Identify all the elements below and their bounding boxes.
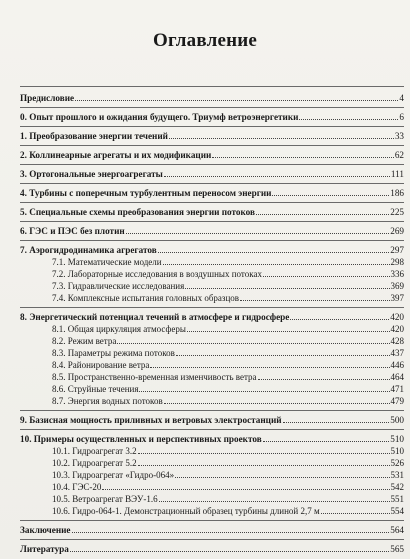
entry-title: Заключение [20, 525, 71, 535]
entry-title: 0. Опыт прошлого и ожидания будущего. Триумф ветроэнергетики [20, 112, 299, 122]
entry-title: 4. Турбины с поперечным турбулентным переносом энергии [20, 188, 272, 198]
dot-leader [163, 257, 390, 265]
toc-section-entry [52, 384, 404, 395]
entry-page-number: 420 [390, 312, 404, 322]
entry-title: 8.5. Пространственно-временная изменчивость ветра [52, 372, 257, 382]
toc-section-entry [52, 494, 404, 505]
entry-page-number: 564 [390, 525, 404, 535]
dot-leader [150, 360, 389, 368]
dot-leader [176, 348, 390, 356]
entry-title: 8.1. Общая циркуляция атмосферы [52, 324, 186, 334]
dot-leader [187, 324, 390, 332]
dot-leader [117, 336, 389, 344]
entry-page-number: 336 [390, 269, 404, 279]
entry-page-number: 33 [394, 131, 404, 141]
entry-title: 7.2. Лабораторные исследования в воздушных потоках [52, 269, 262, 279]
dot-leader [158, 245, 390, 253]
toc-chapter-entry [20, 312, 404, 323]
dot-leader [256, 207, 389, 215]
dot-leader [212, 150, 394, 158]
dot-leader [299, 112, 398, 120]
entry-page-number: 62 [394, 150, 404, 160]
entry-page-number: 397 [390, 293, 404, 303]
entry-title: 1. Преобразование энергии течений [20, 131, 168, 141]
entry-page-number: 510 [390, 434, 404, 444]
divider [20, 86, 404, 87]
entry-page-number: 111 [390, 169, 404, 179]
entry-title: 7. Аэрогидродинамика агрегатов [20, 245, 157, 255]
entry-title: 7.3. Гидравлические исследования [52, 281, 185, 291]
entry-title: 10.3. Гидроагрегат «Гидро-064» [52, 470, 175, 480]
toc-section-entry [52, 257, 404, 268]
dot-leader [272, 188, 389, 196]
entry-title: 8.6. Струйные течения [52, 384, 139, 394]
divider [20, 107, 404, 108]
dot-leader [139, 384, 389, 392]
entry-page-number: 500 [390, 415, 404, 425]
divider [20, 145, 404, 146]
divider [20, 520, 404, 521]
toc-chapter-entry [20, 525, 404, 536]
toc-chapter-entry [20, 112, 404, 123]
divider [20, 429, 404, 430]
divider [20, 410, 404, 411]
toc-section-entry [52, 281, 404, 292]
entry-title: 7.4. Комплексные испытания головных образцов [52, 293, 240, 303]
entry-title: 7.1. Математические модели [52, 257, 162, 267]
entry-page-number: 542 [390, 482, 404, 492]
entry-page-number: 269 [390, 226, 404, 236]
divider [20, 164, 404, 165]
dot-leader [70, 544, 389, 552]
dot-leader [102, 482, 389, 490]
entry-page-number: 565 [390, 544, 404, 554]
toc-section-entry [52, 446, 404, 457]
entry-title: 3. Ортогональные энергоагрегаты [20, 169, 163, 179]
entry-title: 8.3. Параметры режима потоков [52, 348, 175, 358]
dot-leader [169, 131, 394, 139]
dot-leader [263, 269, 390, 277]
toc-chapter-entry [20, 131, 404, 142]
entry-title: 10.1. Гидроагрегат 3.2 [52, 446, 137, 456]
toc-section-entry [52, 348, 404, 359]
entry-page-number: 526 [390, 458, 404, 468]
entry-page-number: 471 [390, 384, 404, 394]
entry-page-number: 437 [390, 348, 404, 358]
entry-title: 2. Коллинеарные агрегаты и их модификации [20, 150, 212, 160]
entry-title: 10.6. Гидро-064-1. Демонстрационный образец турбины длиной 2,7 м [52, 506, 320, 516]
entry-title: 10.2. Гидроагрегат 5.2 [52, 458, 137, 468]
entry-page-number: 369 [390, 281, 404, 291]
toc-section-entry [52, 324, 404, 335]
entry-title: 10. Примеры осуществленных и перспективных проектов [20, 434, 262, 444]
entry-page-number: 531 [390, 470, 404, 480]
entry-title: 8.7. Энергия водных потоков [52, 396, 163, 406]
entry-page-number: 225 [390, 207, 404, 217]
toc-chapter-entry [20, 226, 404, 237]
entry-page-number: 428 [390, 336, 404, 346]
toc-section-entry [52, 458, 404, 469]
entry-title: 5. Специальные схемы преобразования энергии потоков [20, 207, 255, 217]
toc-chapter-entry [20, 434, 404, 445]
toc-section-entry [52, 269, 404, 280]
toc-section-entry [52, 293, 404, 304]
toc-chapter-entry [20, 415, 404, 426]
entry-page-number: 510 [390, 446, 404, 456]
entry-page-number: 420 [390, 324, 404, 334]
entry-page-number: 298 [390, 257, 404, 267]
dot-leader [126, 226, 390, 234]
divider [20, 240, 404, 241]
entry-page-number: 6 [399, 112, 404, 122]
entry-page-number: 464 [390, 372, 404, 382]
dot-leader [75, 93, 398, 101]
dot-leader [240, 293, 389, 301]
entry-page-number: 446 [390, 360, 404, 370]
entry-title: 6. ГЭС и ПЭС без плотин [20, 226, 125, 236]
entry-page-number: 297 [390, 245, 404, 255]
toc-section-entry [52, 506, 404, 517]
toc-chapter-entry [20, 207, 404, 218]
entry-title: Литература [20, 544, 69, 554]
divider [20, 307, 404, 308]
toc-section-entry [52, 360, 404, 371]
dot-leader [263, 434, 390, 442]
divider [20, 539, 404, 540]
entry-page-number: 551 [390, 494, 404, 504]
dot-leader [138, 458, 390, 466]
entry-page-number: 4 [399, 93, 404, 103]
toc-chapter-entry [20, 245, 404, 256]
toc-chapter-entry [20, 93, 404, 104]
entry-page-number: 554 [390, 506, 404, 516]
toc-section-entry [52, 470, 404, 481]
entry-title: 8.4. Районирование ветра [52, 360, 150, 370]
entry-title: 10.5. Ветроагрегат ВЭУ-1.6 [52, 494, 158, 504]
divider [20, 183, 404, 184]
dot-leader [283, 415, 390, 423]
toc-chapter-entry [20, 544, 404, 555]
dot-leader [290, 312, 389, 320]
dot-leader [175, 470, 389, 478]
toc-chapter-entry [20, 169, 404, 180]
toc-chapter-entry [20, 188, 404, 199]
toc-chapter-entry [20, 150, 404, 161]
dot-leader [185, 281, 389, 289]
dot-leader [138, 446, 390, 454]
dot-leader [164, 169, 390, 177]
dot-leader [72, 525, 390, 533]
entry-title: 10.4. ГЭС-20 [52, 482, 102, 492]
toc-section-entry [52, 372, 404, 383]
entry-title: 8. Энергетический потенциал течений в атмосфере и гидросфере [20, 312, 290, 322]
entry-title: 8.2. Режим ветра [52, 336, 117, 346]
divider [20, 221, 404, 222]
entry-title: 9. Базисная мощность приливных и ветровых электростанций [20, 415, 282, 425]
divider [20, 126, 404, 127]
dot-leader [164, 396, 390, 404]
dot-leader [159, 494, 390, 502]
entry-page-number: 479 [390, 396, 404, 406]
dot-leader [321, 506, 390, 514]
entry-title: Предисловие [20, 93, 75, 103]
toc-section-entry [52, 396, 404, 407]
divider [20, 202, 404, 203]
toc-section-entry [52, 482, 404, 493]
toc-section-entry [52, 336, 404, 347]
page-title: Оглавление [152, 30, 258, 51]
entry-page-number: 186 [390, 188, 404, 198]
dot-leader [258, 372, 390, 380]
